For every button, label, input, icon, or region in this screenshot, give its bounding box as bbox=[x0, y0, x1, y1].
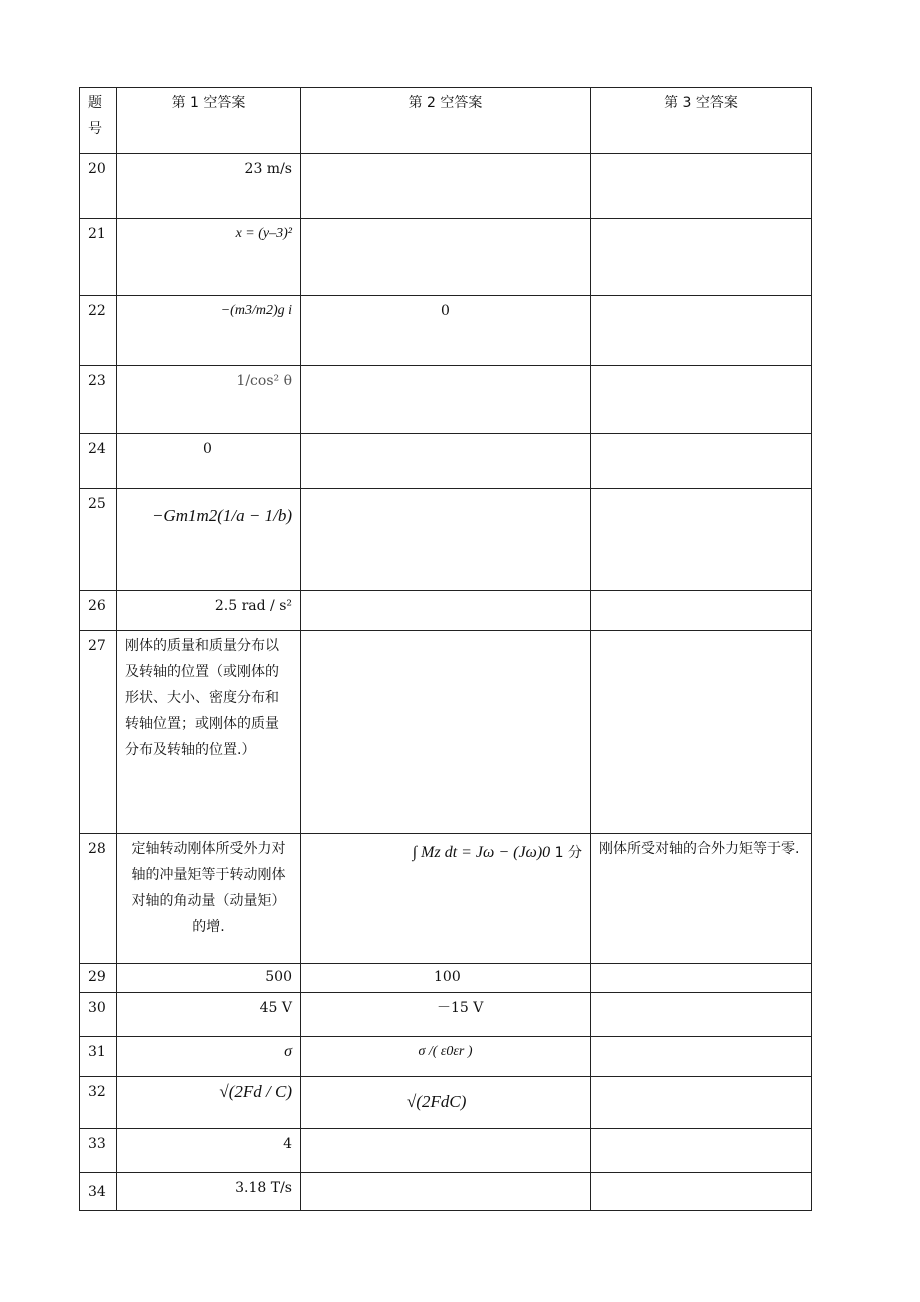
header-row bbox=[80, 88, 812, 154]
table-row bbox=[80, 631, 812, 834]
answer-3-cell bbox=[591, 489, 812, 591]
answer-1-cell: 3.18 T/s bbox=[117, 1173, 301, 1211]
table-row bbox=[80, 834, 812, 964]
table-row bbox=[80, 1037, 812, 1077]
answer-1-cell: 0 bbox=[117, 434, 301, 489]
answer-2-cell bbox=[301, 219, 591, 296]
answer-3-cell bbox=[591, 1173, 812, 1211]
answer-1-cell: 45 V bbox=[117, 993, 301, 1037]
table-row bbox=[80, 154, 812, 219]
answer-2-cell bbox=[301, 154, 591, 219]
answer-3-cell bbox=[591, 219, 812, 296]
answer-3-cell bbox=[591, 434, 812, 489]
row-number: 31 bbox=[80, 1037, 117, 1077]
row-number: 29 bbox=[80, 964, 117, 993]
answer-3-cell bbox=[591, 1077, 812, 1129]
answer-2-cell bbox=[301, 1129, 591, 1173]
answer-2-cell bbox=[301, 631, 591, 834]
answer-2-cell bbox=[301, 489, 591, 591]
answer-3-cell bbox=[591, 964, 812, 993]
answer-2-cell bbox=[301, 591, 591, 631]
answer-3-cell bbox=[591, 631, 812, 834]
row-number: 23 bbox=[80, 366, 117, 434]
answer-1-cell: 刚体的质量和质量分布以及转轴的位置（或刚体的形状、大小、密度分布和转轴位置；或刚体的质量分布及转轴的位置.） bbox=[117, 631, 301, 834]
header-answer-1: 第 1 空答案 bbox=[117, 88, 301, 154]
answer-1-cell: 1/cos² θ bbox=[117, 366, 301, 434]
table-row bbox=[80, 993, 812, 1037]
header-question-number bbox=[80, 88, 117, 154]
answer-3-cell bbox=[591, 591, 812, 631]
row-number: 22 bbox=[80, 296, 117, 366]
table-row bbox=[80, 1077, 812, 1129]
answer-3-cell bbox=[591, 1037, 812, 1077]
table-row bbox=[80, 219, 812, 296]
answer-2-cell: √(2FdC) bbox=[301, 1077, 591, 1129]
header-answer-2: 第 2 空答案 bbox=[301, 88, 591, 154]
answer-1-cell: 23 m/s bbox=[117, 154, 301, 219]
answer-1-cell: 500 bbox=[117, 964, 301, 993]
answer-2-cell: σ /( ε0εr ) bbox=[301, 1037, 591, 1077]
answer-2-cell bbox=[301, 434, 591, 489]
answer-1-cell: σ bbox=[117, 1037, 301, 1077]
row-number: 28 bbox=[80, 834, 117, 964]
score-note: 1 分 bbox=[554, 845, 582, 861]
table-row bbox=[80, 1129, 812, 1173]
header-answer-3: 第 3 空答案 bbox=[591, 88, 812, 154]
answer-2-cell: 100 bbox=[301, 964, 591, 993]
table-row bbox=[80, 591, 812, 631]
row-number: 21 bbox=[80, 219, 117, 296]
answer-1-cell: x = (y–3)² bbox=[117, 219, 301, 296]
row-number: 27 bbox=[80, 631, 117, 834]
answer-3-cell bbox=[591, 154, 812, 219]
row-number: 34 bbox=[80, 1173, 117, 1211]
answer-1-cell: 定轴转动刚体所受外力对轴的冲量矩等于转动刚体对轴的角动量（动量矩）的增. bbox=[117, 834, 301, 964]
row-number: 24 bbox=[80, 434, 117, 489]
table-row bbox=[80, 434, 812, 489]
answer-table bbox=[79, 87, 812, 1211]
row-number: 20 bbox=[80, 154, 117, 219]
row-number: 30 bbox=[80, 993, 117, 1037]
row-number: 33 bbox=[80, 1129, 117, 1173]
answer-3-cell bbox=[591, 366, 812, 434]
row-number: 32 bbox=[80, 1077, 117, 1129]
answer-1-cell: −Gm1m2(1/a − 1/b) bbox=[117, 489, 301, 591]
table-row bbox=[80, 366, 812, 434]
answer-2-cell bbox=[301, 1173, 591, 1211]
table-row bbox=[80, 964, 812, 993]
answer-3-cell bbox=[591, 993, 812, 1037]
answer-3-cell bbox=[591, 296, 812, 366]
answer-3-cell bbox=[591, 1129, 812, 1173]
table-row bbox=[80, 296, 812, 366]
answer-2-cell: 0 bbox=[301, 296, 591, 366]
answer-1-cell: 2.5 rad / s² bbox=[117, 591, 301, 631]
answer-2-cell bbox=[301, 834, 591, 964]
answer-1-cell: −(m3/m2)g i bbox=[117, 296, 301, 366]
table-row bbox=[80, 489, 812, 591]
answer-3-cell: 刚体所受对轴的合外力矩等于零. bbox=[591, 834, 812, 964]
answer-1-cell: √(2Fd / C) bbox=[117, 1077, 301, 1129]
answer-2-cell: －15 V bbox=[301, 993, 591, 1037]
row-number: 26 bbox=[80, 591, 117, 631]
table-row bbox=[80, 1173, 812, 1211]
header-col0-text: 题号 bbox=[88, 95, 102, 137]
angular-momentum-equation: ∫ Mz dt = Jω − (Jω)0 bbox=[412, 844, 551, 861]
answer-2-cell bbox=[301, 366, 591, 434]
answer-1-cell: 4 bbox=[117, 1129, 301, 1173]
row-number: 25 bbox=[80, 489, 117, 591]
